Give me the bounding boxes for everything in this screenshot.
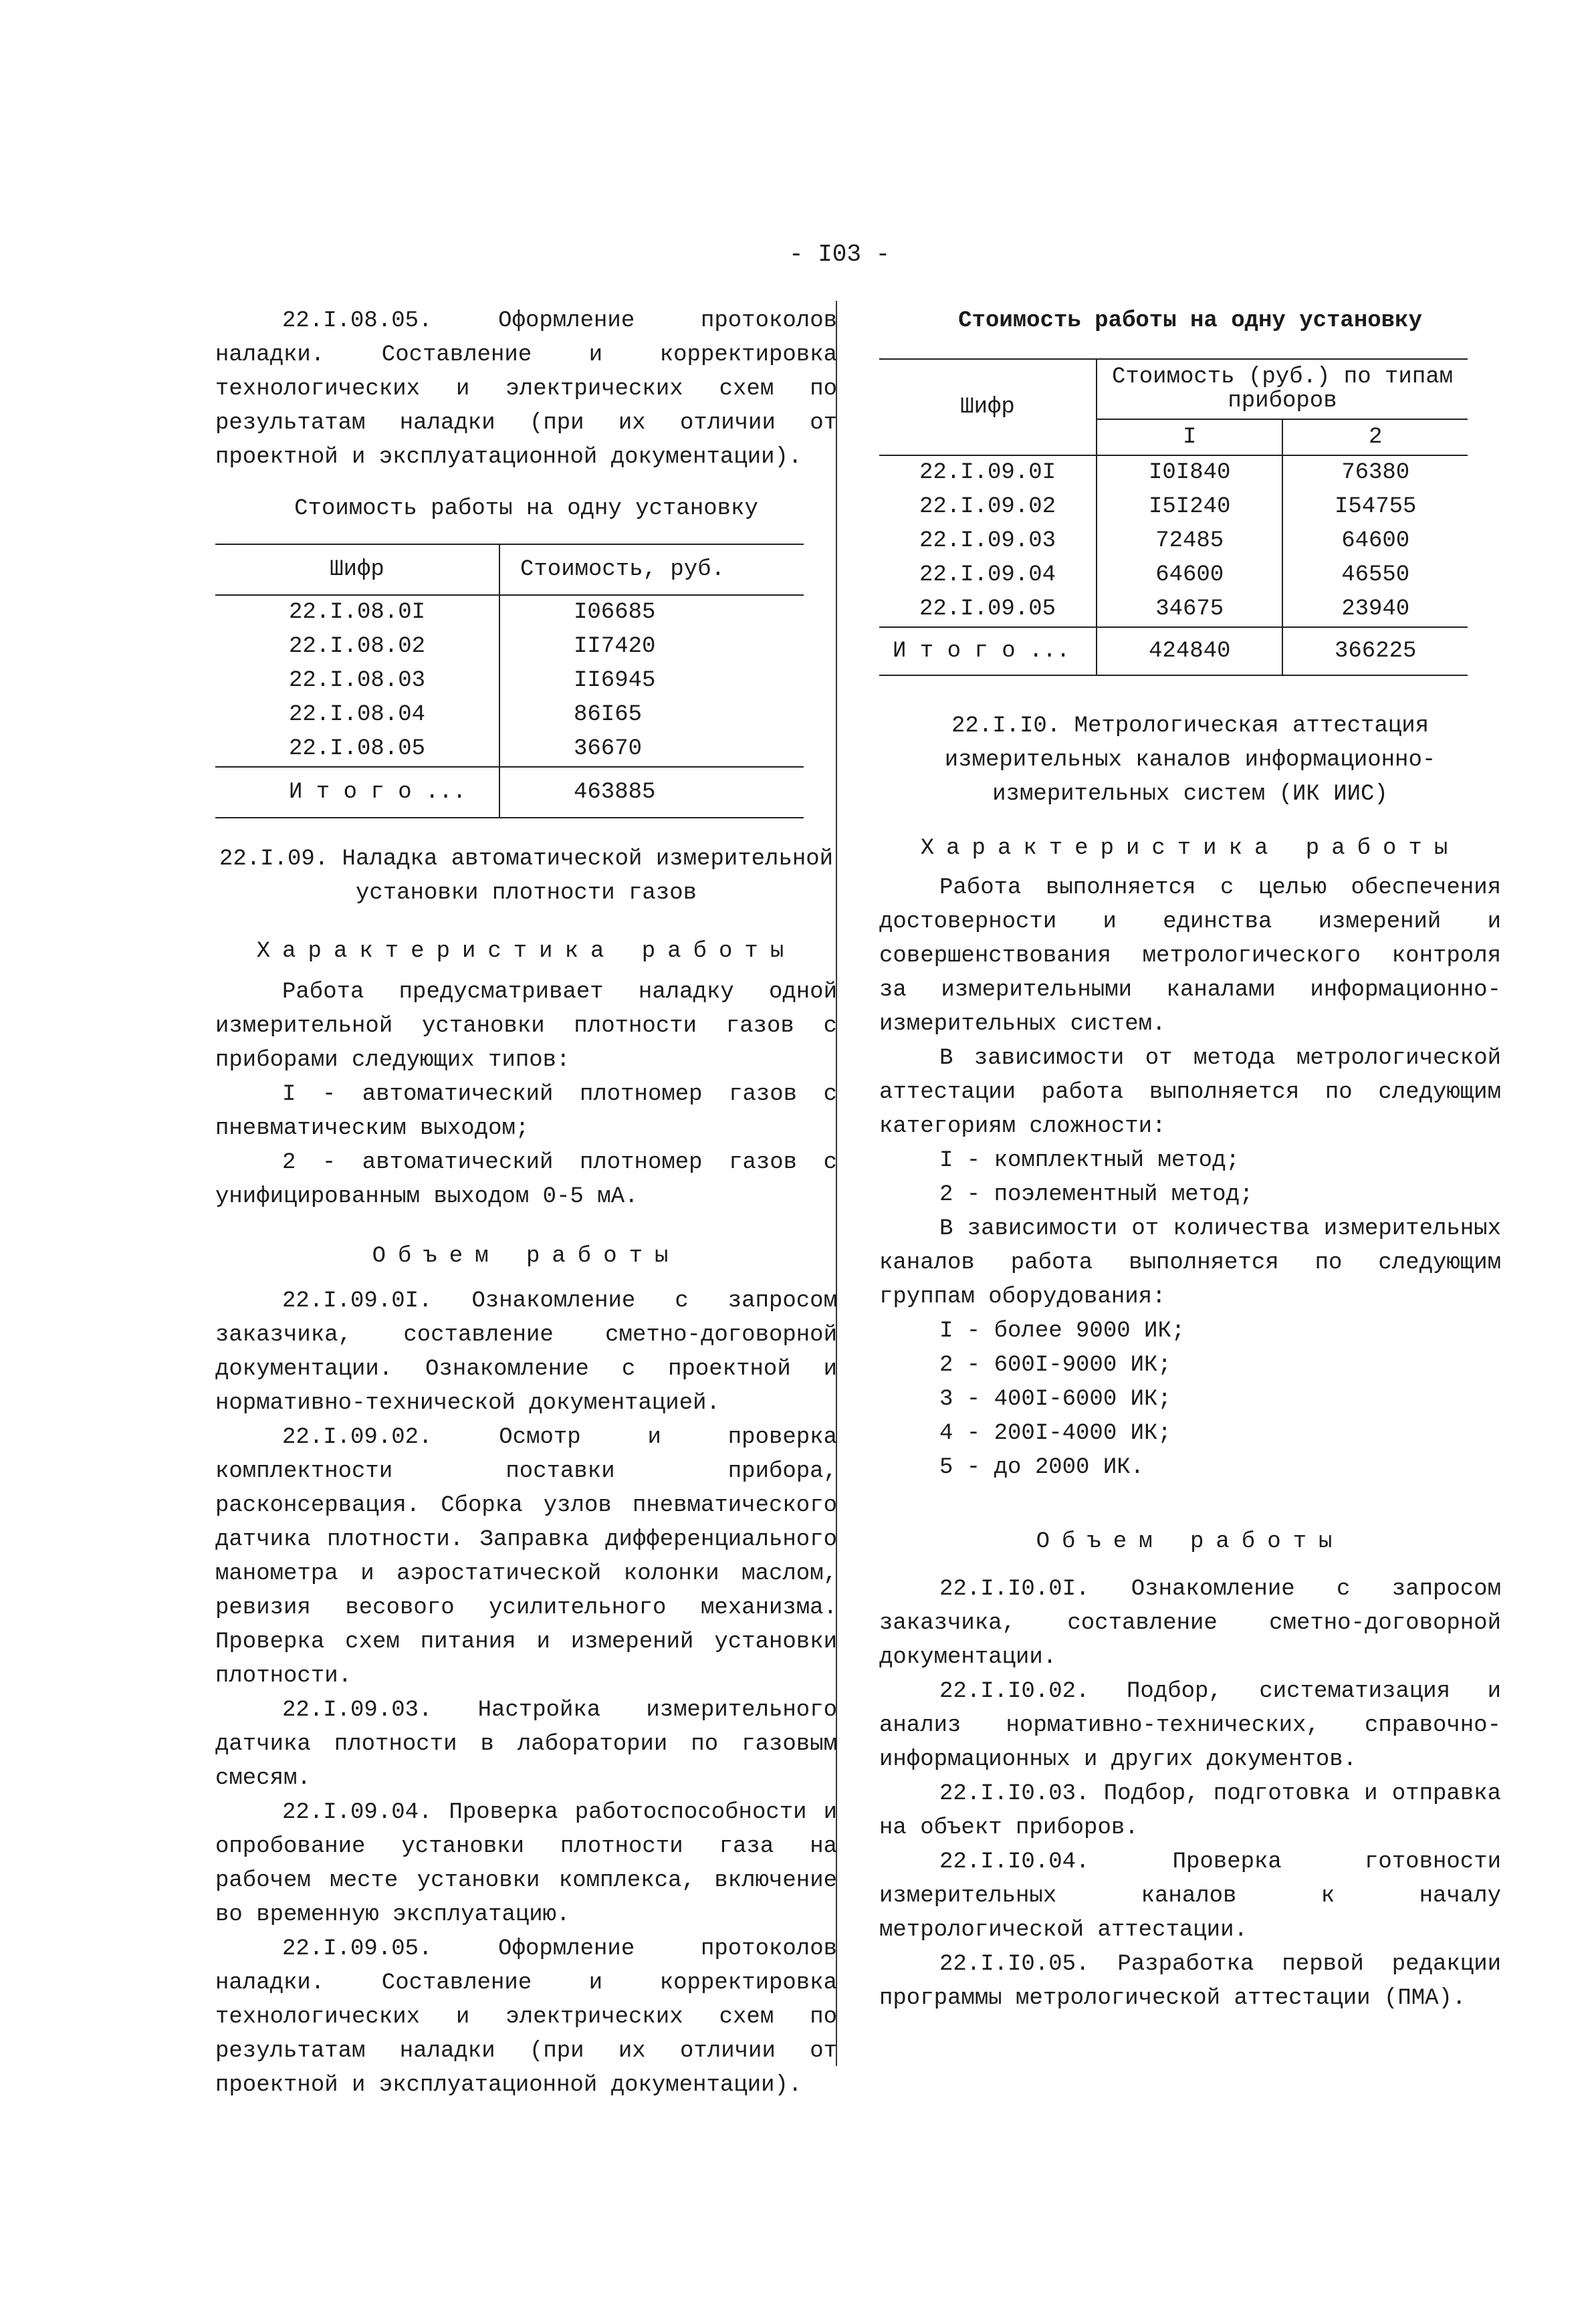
table-row: 22.I.08.04 86I65 [215,698,804,732]
right-column [879,304,1501,2016]
type-1: I - автоматический плотномер газов с пневматическим выходом; [215,1082,837,1141]
volume-heading: Объем работы [1036,1529,1345,1555]
method-2: 2 - поэлементный метод; [939,1182,1254,1208]
method-text: В зависимости от метода метрологической аттестации работа выполняется по следующим категориям сложности: [879,1046,1501,1139]
work-item: 22.I.09.05. Оформление протоколов наладки. Составление и корректировка технологических и электрических схем по результатам наладки (при их отличии от проектной и эксплуатационной документации). [215,1936,837,2098]
left-column [215,304,837,2103]
table-total-row [879,627,1468,675]
group-item: 2 - 600I-9000 ИК; [939,1353,1171,1378]
work-item: 22.I.I0.03. Подбор, подготовка и отправка на объект приборов. [879,1781,1501,1841]
subheader-type-1: I [1097,419,1282,455]
total-label: И т о г о ... [215,767,499,818]
group-item: I - более 9000 ИК; [939,1318,1185,1344]
char-text: Работа предусматривает наладку одной измерительной установки плотности газов с приборами следующих типов: [215,980,837,1073]
table-row: 22.I.09.04 64600 46550 [879,558,1468,592]
table-row: 22.I.08.0I I06685 [215,595,804,630]
work-item: 22.I.I0.05. Разработка первой редакции программы метрологической аттестации (ПМА). [879,1952,1501,2011]
cost-table-09 [879,358,1468,676]
group-item: 4 - 200I-4000 ИК; [939,1421,1171,1446]
group-item: 3 - 400I-6000 ИК; [939,1387,1171,1412]
intro-paragraph: 22.I.08.05. Оформление протоколов наладки. Составление и корректировка технологических и электрических схем по результатам наладки (при их отличии от проектной и эксплуатационной документации). [215,308,837,470]
section-title: 22.I.I0. Метрологическая аттестация измерительных каналов информационно-измерительных систем (ИК ИИС) [944,713,1436,807]
char-text: Работа выполняется с целью обеспечения достоверности и единства измерений и совершенствования метрологического контроля за измерительными каналами информационно-измерительных систем. [879,875,1501,1037]
col-header-code: Шифр [215,544,499,595]
work-item: 22.I.I0.0I. Ознакомление с запросом заказчика, составление сметно-договорной документации. [879,1577,1501,1670]
table-caption: Стоимость работы на одну установку [294,496,758,522]
table-row: 22.I.09.02 I5I240 I54755 [879,490,1468,524]
table-row: 22.I.08.02 II7420 [215,630,804,664]
table-row: 22.I.08.03 II6945 [215,664,804,698]
col-header-code: Шифр [879,359,1097,455]
group-item: 5 - до 2000 ИК. [939,1455,1145,1480]
char-heading: Характеристика работы [256,939,796,964]
table-row: 22.I.09.03 72485 64600 [879,524,1468,558]
work-item: 22.I.I0.02. Подбор, систематизация и анализ нормативно-технических, справочно-информационных и других документов. [879,1679,1501,1772]
work-item: 22.I.09.02. Осмотр и проверка комплектности поставки прибора, расконсервация. Сборка узлов пневматического датчика плотности. Заправка дифференциального манометра и аэростатической колонки маслом, ревизия весового усилительного механизма. Проверка схем питания и измерений установки плотности. [215,1425,837,1689]
total-label: И т о г о ... [879,627,1097,675]
method-1: I - комплектный метод; [939,1148,1240,1173]
groups-text: В зависимости от количества измерительных каналов работа выполняется по следующим группам оборудования: [879,1216,1501,1310]
work-item: 22.I.09.0I. Ознакомление с запросом заказчика, составление сметно-договорной документации. Ознакомление с проектной и нормативно-технической документацией. [215,1288,837,1416]
cost-table-08 [215,544,804,818]
col-header-cost: Стоимость (руб.) по типам приборов [1097,359,1468,419]
col-header-cost: Стоимость, руб. [499,544,804,595]
total-value-2: 366225 [1282,627,1468,675]
section-title: 22.I.09. Наладка автоматической измерительной установки плотности газов [219,846,834,906]
table-row: 22.I.09.05 34675 23940 [879,592,1468,627]
table-total-row [215,767,804,818]
char-heading: Характеристика работы [920,836,1460,861]
work-item: 22.I.I0.04. Проверка готовности измерительных каналов к началу метрологической аттестации. [879,1849,1501,1943]
total-value-1: 424840 [1097,627,1282,675]
subheader-type-2: 2 [1282,419,1468,455]
table-caption-right: Стоимость работы на одну установку [958,308,1422,334]
table-row: 22.I.09.0I I0I840 76380 [879,455,1468,490]
work-item: 22.I.09.03. Настройка измерительного датчика плотности в лаборатории по газовым смесям. [215,1698,837,1791]
total-value: 463885 [499,767,804,818]
work-item: 22.I.09.04. Проверка работоспособности и опробование установки плотности газа на рабочем месте установки комплекса, включение во временную эксплуатацию. [215,1800,837,1928]
page-number: - I03 - [789,241,891,268]
volume-heading: Объем работы [372,1244,681,1269]
type-2: 2 - автоматический плотномер газов с унифицированным выходом 0-5 мА. [215,1150,837,1210]
table-row: 22.I.08.05 36670 [215,732,804,767]
